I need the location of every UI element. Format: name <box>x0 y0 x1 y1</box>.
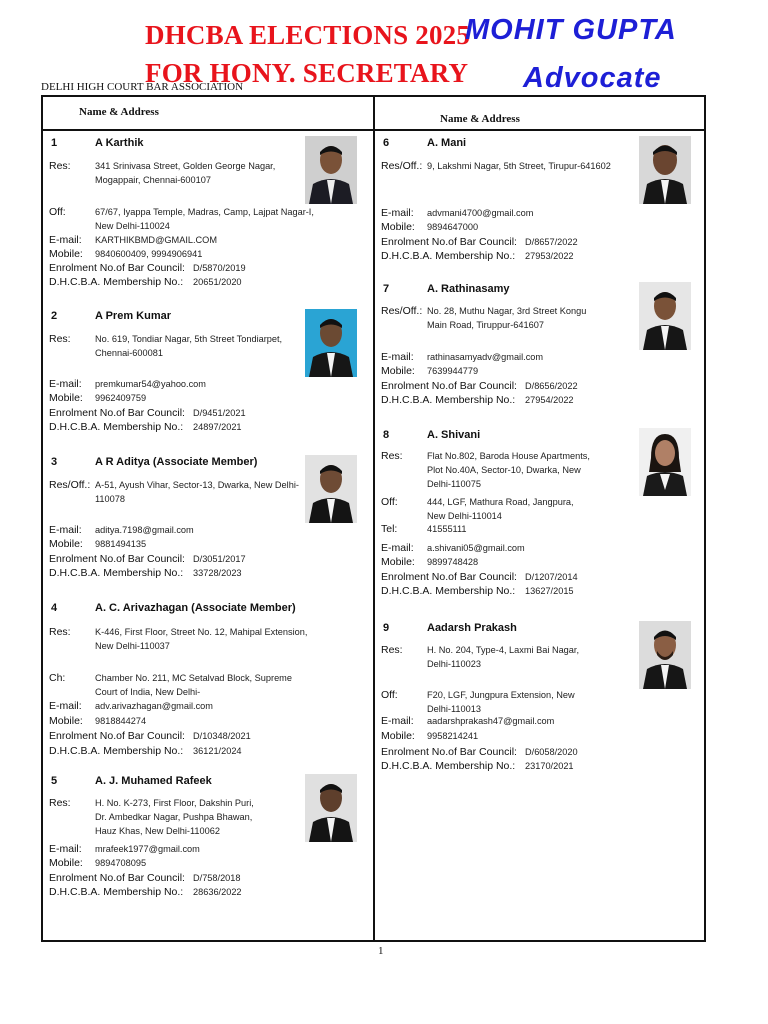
membership-value: 20651/2020 <box>193 277 242 287</box>
email-label: E-mail: <box>49 843 82 855</box>
candidate-photo <box>305 774 357 842</box>
association-name: DELHI HIGH COURT BAR ASSOCIATION <box>41 81 244 93</box>
entry-number: 3 <box>51 456 58 468</box>
res-label: Res: <box>49 160 71 172</box>
membership-label: D.H.C.B.A. Membership No.: <box>381 585 516 597</box>
entry-number: 2 <box>51 310 58 322</box>
column-header-right: Name & Address <box>440 113 520 125</box>
res-address: Flat No.802, Baroda House Apartments, Plot No.40A, Sector-10, Dwarka, New Delhi-110075 <box>427 451 590 489</box>
enrolment-label: Enrolment No.of Bar Council: <box>49 553 185 565</box>
election-banner-line1: DHCBA ELECTIONS 2025 <box>145 20 471 50</box>
membership-value: 36121/2024 <box>193 746 242 756</box>
enrolment-label: Enrolment No.of Bar Council: <box>49 730 185 742</box>
office-address: 67/67, Iyappa Temple, Madras, Camp, Lajpat Nagar-I, New Delhi-110024 <box>95 207 314 231</box>
membership-value: 33728/2023 <box>193 568 242 578</box>
res-off-address: A-51, Ayush Vihar, Sector-13, Dwarka, New Delhi-110078 <box>95 480 299 504</box>
mobile-label: Mobile: <box>49 392 83 404</box>
office-address: 444, LGF, Mathura Road, Jangpura, New Delhi-110014 <box>427 497 574 521</box>
entry-name: A R Aditya (Associate Member) <box>95 456 258 468</box>
mobile-label: Mobile: <box>381 365 415 377</box>
email-label: E-mail: <box>381 542 414 554</box>
candidate-table <box>41 95 706 942</box>
mobile-value: 9881494135 <box>95 539 147 549</box>
candidate-photo <box>639 282 691 350</box>
res-off-label: Res/Off.: <box>381 160 423 172</box>
page-number: 1 <box>378 945 384 957</box>
mobile-value: 9818844274 <box>95 716 147 726</box>
entry-number: 4 <box>51 602 58 614</box>
email-value: aadarshprakash47@gmail.com <box>427 716 555 726</box>
res-address: K-446, First Floor, Street No. 12, Mahipal Extension, New Delhi-110037 <box>95 627 308 651</box>
tel-value: 41555111 <box>427 524 467 534</box>
entry-name: A. Rathinasamy <box>427 283 510 295</box>
res-address: H. No. 204, Type-4, Laxmi Bai Nagar, Delhi-110023 <box>427 645 580 669</box>
email-value: adv.arivazhagan@gmail.com <box>95 701 213 711</box>
membership-value: 27953/2022 <box>525 251 574 261</box>
membership-label: D.H.C.B.A. Membership No.: <box>49 276 184 288</box>
entry-number: 6 <box>383 137 390 149</box>
mobile-value: 9962409759 <box>95 393 147 403</box>
email-label: E-mail: <box>49 524 82 536</box>
column-header-left: Name & Address <box>79 106 159 118</box>
enrolment-value: D/9451/2021 <box>193 408 246 418</box>
email-label: E-mail: <box>381 351 414 363</box>
entry-name: Aadarsh Prakash <box>427 622 517 634</box>
entry-number: 8 <box>383 429 390 441</box>
enrolment-value: D/758/2018 <box>193 873 241 883</box>
entry-number: 7 <box>383 283 390 295</box>
enrolment-label: Enrolment No.of Bar Council: <box>49 262 185 274</box>
mobile-label: Mobile: <box>381 730 415 742</box>
membership-label: D.H.C.B.A. Membership No.: <box>381 760 516 772</box>
chamber-address: Chamber No. 211, MC Setalvad Block, Supreme Court of India, New Delhi- <box>95 673 292 697</box>
email-value: KARTHIKBMD@GMAIL.COM <box>95 235 217 245</box>
office-label: Off: <box>381 496 398 508</box>
res-label: Res: <box>49 333 71 345</box>
res-label: Res: <box>381 450 403 462</box>
membership-label: D.H.C.B.A. Membership No.: <box>49 886 184 898</box>
enrolment-value: D/8656/2022 <box>525 381 578 391</box>
column-divider <box>373 97 375 940</box>
email-label: E-mail: <box>381 715 414 727</box>
res-address: No. 619, Tondiar Nagar, 5th Street Tondiarpet, Chennai-600081 <box>95 334 283 358</box>
candidate-name: MOHIT GUPTA <box>465 14 677 46</box>
enrolment-label: Enrolment No.of Bar Council: <box>49 872 185 884</box>
res-off-address: 9, Lakshmi Nagar, 5th Street, Tirupur-641602 <box>427 161 611 171</box>
mobile-value: 9899748428 <box>427 557 479 567</box>
email-value: rathinasamyadv@gmail.com <box>427 352 544 362</box>
email-value: a.shivani05@gmail.com <box>427 543 525 553</box>
chamber-label: Ch: <box>49 672 66 684</box>
office-label: Off: <box>381 689 398 701</box>
mobile-value: 7639944779 <box>427 366 479 376</box>
res-label: Res: <box>49 797 71 809</box>
res-label: Res: <box>49 626 71 638</box>
mobile-label: Mobile: <box>49 715 83 727</box>
header-rule <box>43 129 704 131</box>
email-label: E-mail: <box>381 207 414 219</box>
membership-label: D.H.C.B.A. Membership No.: <box>381 394 516 406</box>
enrolment-label: Enrolment No.of Bar Council: <box>381 746 517 758</box>
email-value: aditya.7198@gmail.com <box>95 525 194 535</box>
email-value: mrafeek1977@gmail.com <box>95 844 200 854</box>
mobile-label: Mobile: <box>49 248 83 260</box>
entry-number: 1 <box>51 137 58 149</box>
res-off-label: Res/Off.: <box>381 305 423 317</box>
enrolment-value: D/6058/2020 <box>525 747 578 757</box>
mobile-value: 9894647000 <box>427 222 479 232</box>
membership-value: 23170/2021 <box>525 761 574 771</box>
enrolment-label: Enrolment No.of Bar Council: <box>381 236 517 248</box>
membership-label: D.H.C.B.A. Membership No.: <box>49 567 184 579</box>
entry-name: A. C. Arivazhagan (Associate Member) <box>95 602 296 614</box>
office-address: F20, LGF, Jungpura Extension, New Delhi-110013 <box>427 690 575 714</box>
email-value: advmani4700@gmail.com <box>427 208 534 218</box>
enrolment-label: Enrolment No.of Bar Council: <box>381 380 517 392</box>
res-off-address: No. 28, Muthu Nagar, 3rd Street Kongu Main Road, Tiruppur-641607 <box>427 306 587 330</box>
mobile-label: Mobile: <box>49 857 83 869</box>
enrolment-value: D/1207/2014 <box>525 572 578 582</box>
enrolment-label: Enrolment No.of Bar Council: <box>381 571 517 583</box>
membership-label: D.H.C.B.A. Membership No.: <box>49 421 184 433</box>
membership-value: 27954/2022 <box>525 395 574 405</box>
membership-value: 13627/2015 <box>525 586 574 596</box>
tel-label: Tel: <box>381 523 398 535</box>
email-label: E-mail: <box>49 234 82 246</box>
mobile-label: Mobile: <box>381 556 415 568</box>
membership-label: D.H.C.B.A. Membership No.: <box>381 250 516 262</box>
candidate-photo <box>639 621 691 689</box>
res-off-label: Res/Off.: <box>49 479 91 491</box>
office-label: Off: <box>49 206 66 218</box>
mobile-value: 9958214241 <box>427 731 479 741</box>
mobile-label: Mobile: <box>381 221 415 233</box>
entry-name: A Prem Kumar <box>95 310 172 322</box>
res-address: H. No. K-273, First Floor, Dakshin Puri, Dr. Ambedkar Nagar, Pushpa Bhawan, Hauz Khas, New Delhi-110062 <box>95 798 254 836</box>
membership-value: 24897/2021 <box>193 422 242 432</box>
entry-name: A. Shivani <box>427 429 481 441</box>
entry-name: A. Mani <box>427 137 467 149</box>
membership-label: D.H.C.B.A. Membership No.: <box>49 745 184 757</box>
enrolment-value: D/8657/2022 <box>525 237 578 247</box>
enrolment-label: Enrolment No.of Bar Council: <box>49 407 185 419</box>
entry-name: A. J. Muhamed Rafeek <box>95 775 212 787</box>
email-label: E-mail: <box>49 700 82 712</box>
mobile-label: Mobile: <box>49 538 83 550</box>
enrolment-value: D/5870/2019 <box>193 263 246 273</box>
enrolment-value: D/3051/2017 <box>193 554 246 564</box>
membership-value: 28636/2022 <box>193 887 242 897</box>
mobile-value: 9894708095 <box>95 858 147 868</box>
entry-number: 9 <box>383 622 390 634</box>
entry-name: A Karthik <box>95 137 144 149</box>
email-value: premkumar54@yahoo.com <box>95 379 206 389</box>
candidate-photo <box>639 428 691 496</box>
res-address: 341 Srinivasa Street, Golden George Nagar, Mogappair, Chennai-600107 <box>95 161 276 185</box>
email-label: E-mail: <box>49 378 82 390</box>
res-label: Res: <box>381 644 403 656</box>
enrolment-value: D/10348/2021 <box>193 731 251 741</box>
candidate-role: Advocate <box>523 62 662 94</box>
entry-number: 5 <box>51 775 58 787</box>
mobile-value: 9840600409, 9994906941 <box>95 249 203 259</box>
election-banner-line2: FOR HONY. SECRETARY <box>145 58 469 88</box>
